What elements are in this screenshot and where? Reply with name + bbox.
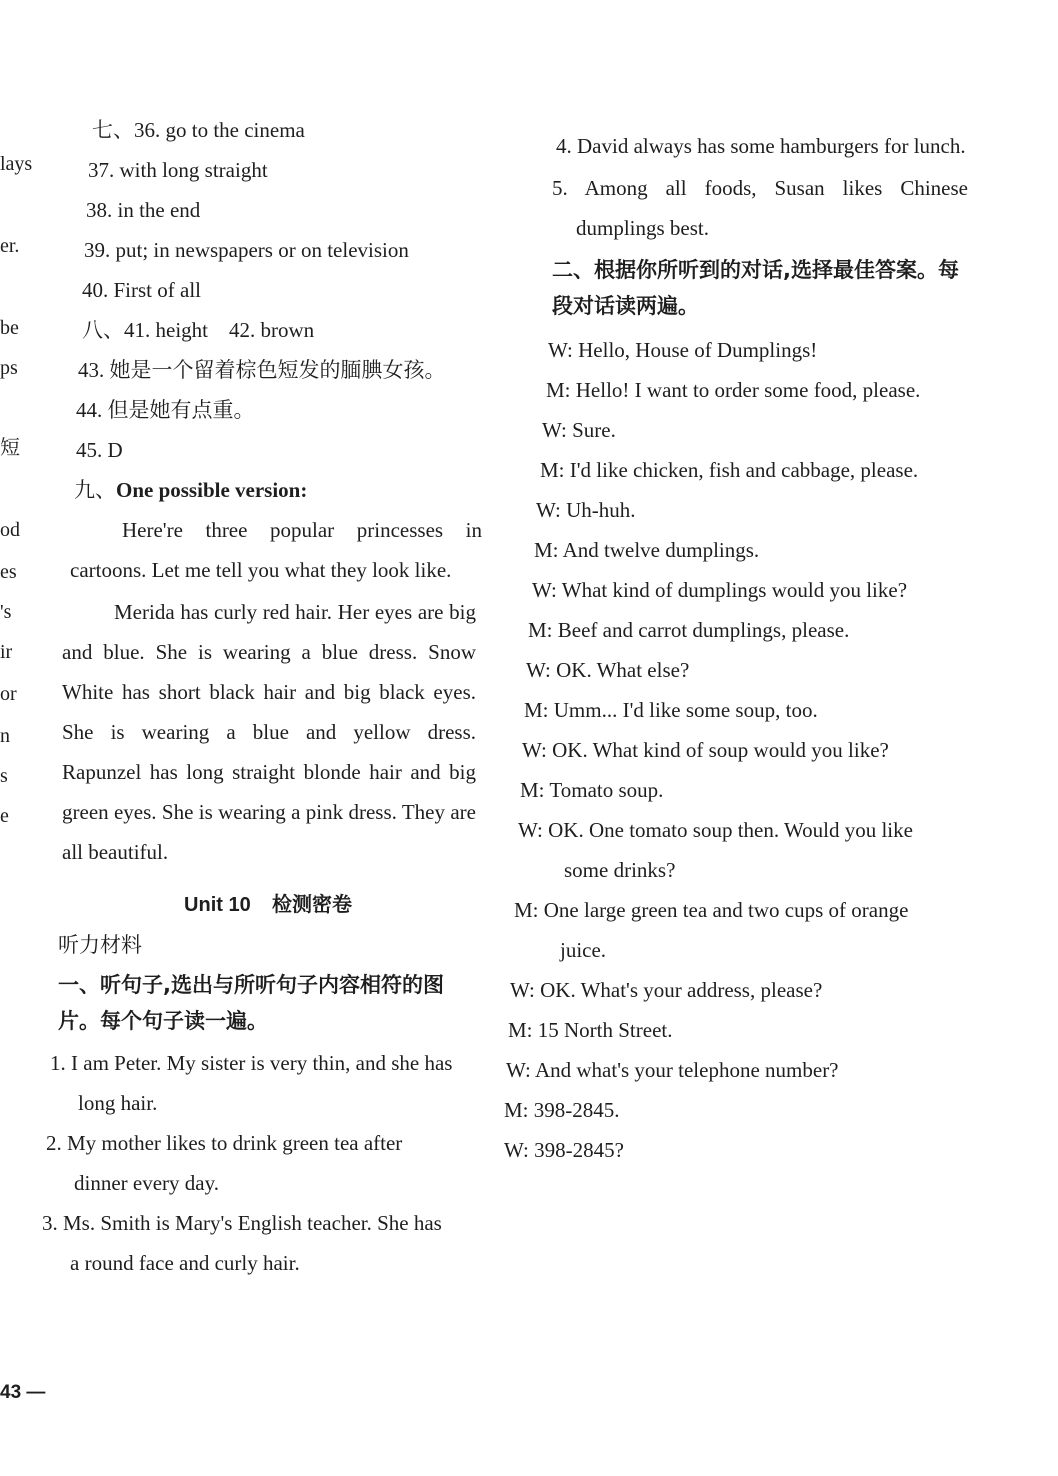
- answer-item: 37. with long straight: [88, 158, 268, 182]
- essay-heading-prefix: 九、: [74, 478, 116, 502]
- dialogue: [504, 330, 968, 1170]
- edge-fragment: od: [0, 519, 20, 541]
- dialogue-line: W: OK. What's your address, please?: [510, 978, 823, 1002]
- answer-item: 八、41. height 42. brown: [82, 318, 315, 342]
- edge-fragment: ps: [0, 357, 18, 379]
- edge-fragment: lays: [0, 153, 33, 175]
- edge-fragment: or: [0, 683, 17, 705]
- dialogue-line: M: Hello! I want to order some food, please.: [546, 378, 921, 402]
- dialogue-line: W: OK. What kind of soup would you like?: [522, 738, 889, 762]
- unit-title-cn: 检测密卷: [271, 892, 352, 916]
- essay-paragraph: Merida has curly red hair. Her eyes are big and blue. She is wearing a blue dress. Snow White has short black hair and big black eyes. She is wearing a blue and yellow dress. Rapunzel has long straight blonde hair and big green eyes. She is wearing a pink dress. They are all beautiful.: [62, 600, 476, 864]
- dialogue-line: M: Umm... I'd like some soup, too.: [524, 698, 818, 722]
- answer-item: 43. 她是一个留着棕色短发的腼腆女孩。: [78, 358, 446, 382]
- answer-item: 39. put; in newspapers or on television: [84, 238, 409, 262]
- section-title: 二、根据你所听到的对话,选择最佳答案。每段对话读两遍。: [552, 258, 959, 318]
- answer-item: 40. First of all: [82, 278, 201, 302]
- dialogue-line: M: And twelve dumplings.: [534, 538, 760, 562]
- left-column: [42, 110, 488, 1283]
- edge-fragment: ir: [0, 641, 13, 663]
- listening-sentence: 5. Among all foods, Susan likes Chinese dumplings best.: [552, 176, 968, 240]
- edge-fragment: n: [0, 725, 10, 747]
- dialogue-line: M: 15 North Street.: [508, 1018, 673, 1042]
- edge-fragment: es: [0, 561, 17, 583]
- dialogue-line: W: And what's your telephone number?: [506, 1058, 839, 1082]
- page-number: 43 —: [0, 1382, 46, 1403]
- dialogue-line: W: Sure.: [542, 418, 616, 442]
- edge-fragment: be: [0, 317, 19, 339]
- listening-label: 听力材料: [58, 933, 142, 957]
- edge-fragment: 短: [0, 437, 20, 459]
- essay-paragraph: Here're three popular princesses in cartoons. Let me tell you what they look like.: [70, 518, 482, 582]
- edge-fragment: s: [0, 765, 8, 787]
- answer-item: 七、36. go to the cinema: [92, 118, 305, 142]
- essay-heading-text: One possible version:: [116, 478, 308, 502]
- dialogue-line: W: What kind of dumplings would you like?: [532, 578, 908, 602]
- listening-sentence: 1. I am Peter. My sister is very thin, and she has long hair.: [50, 1051, 453, 1115]
- essay-heading: [58, 470, 488, 510]
- listening-sentence: 4. David always has some hamburgers for lunch.: [556, 134, 966, 158]
- dialogue-line: M: One large green tea and two cups of orange juice.: [514, 898, 909, 962]
- unit-title: [58, 884, 488, 925]
- dialogue-line: W: Uh-huh.: [536, 498, 636, 522]
- right-column: [504, 126, 968, 1170]
- listening-sentence: 2. My mother likes to drink green tea after dinner every day.: [46, 1131, 403, 1195]
- dialogue-line: M: I'd like chicken, fish and cabbage, please.: [540, 458, 919, 482]
- dialogue-line: W: 398-2845?: [504, 1138, 624, 1162]
- edge-fragment: e: [0, 805, 9, 827]
- answer-item: 44. 但是她有点重。: [76, 398, 255, 422]
- dialogue-line: W: Hello, House of Dumplings!: [548, 338, 818, 362]
- answer-item: 38. in the end: [86, 198, 201, 222]
- section-title: 一、听句子,选出与所听句子内容相符的图片。每个句子读一遍。: [58, 973, 444, 1033]
- edge-fragment: er.: [0, 235, 20, 257]
- dialogue-line: W: OK. One tomato soup then. Would you like some drinks?: [518, 818, 913, 882]
- unit-title-en: Unit 10: [184, 894, 251, 916]
- dialogue-line: M: 398-2845.: [504, 1098, 620, 1122]
- dialogue-line: W: OK. What else?: [526, 658, 690, 682]
- dialogue-line: M: Beef and carrot dumplings, please.: [528, 618, 850, 642]
- previous-page-edge: [0, 0, 40, 1476]
- edge-fragment: 's: [0, 601, 12, 623]
- listening-sentence: 3. Ms. Smith is Mary's English teacher. She has a round face and curly hair.: [42, 1211, 442, 1275]
- answer-item: 45. D: [76, 438, 123, 462]
- dialogue-line: M: Tomato soup.: [520, 778, 664, 802]
